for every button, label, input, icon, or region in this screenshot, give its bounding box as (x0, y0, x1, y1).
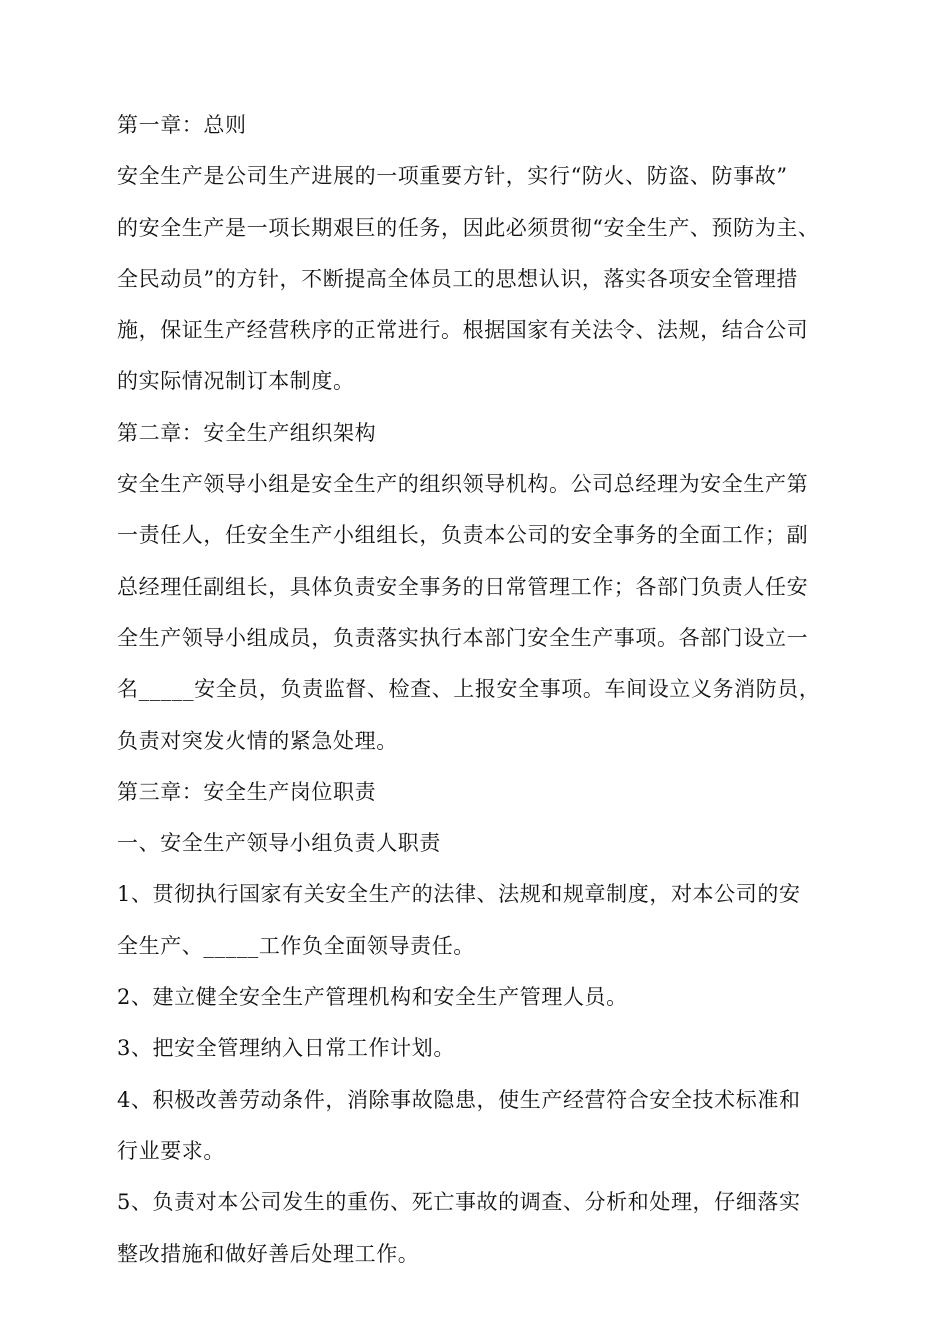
section-heading: 一、安全生产领导小组负责人职责 (117, 831, 441, 856)
paragraph-line: 安全生产是公司生产进展的一项重要方针，实行“防火、防盗、防事故” (117, 164, 788, 189)
list-item-line: 4、积极改善劳动条件，消除事故隐患，使生产经营符合安全技术标准和 (117, 1087, 801, 1112)
paragraph-line: 施，保证生产经营秩序的正常进行。根据国家有关法令、法规，结合公司 (117, 318, 809, 343)
list-item-line: 3、把安全管理纳入日常工作计划。 (117, 1036, 455, 1061)
list-item-line: 1、贯彻执行国家有关安全生产的法律、法规和规章制度，对本公司的安 (117, 882, 801, 907)
paragraph-line: 全民动员”的方针，不断提高全体员工的思想认识，落实各项安全管理措 (117, 266, 798, 291)
paragraph-line: 的实际情况制订本制度。 (117, 369, 355, 394)
paragraph-line: 全生产领导小组成员，负责落实执行本部门安全生产事项。各部门设立一 (117, 625, 809, 650)
list-item-line: 行业要求。 (117, 1138, 225, 1163)
list-item-line: 5、负责对本公司发生的重伤、死亡事故的调查、分析和处理，仔细落实 (117, 1190, 801, 1215)
paragraph-line: 总经理任副组长，具体负责安全事务的日常管理工作；各部门负责人任安 (117, 574, 809, 599)
paragraph-line: 安全生产领导小组是安全生产的组织领导机构。公司总经理为安全生产第 (117, 472, 809, 497)
paragraph-line: 负责对突发火情的紧急处理。 (117, 728, 398, 753)
document-body (117, 100, 862, 1280)
chapter-3-heading: 第三章：安全生产岗位职责 (117, 779, 377, 804)
chapter-2-heading: 第二章：安全生产组织架构 (117, 420, 377, 445)
paragraph-line: 名_____安全员，负责监督、检查、上报安全事项。车间设立义务消防员， (117, 677, 821, 702)
list-item-line: 全生产、_____工作负全面领导责任。 (117, 933, 475, 958)
list-item-line: 整改措施和做好善后处理工作。 (117, 1241, 420, 1266)
paragraph-line: 的安全生产是一项长期艰巨的任务，因此必须贯彻“安全生产、预防为主、 (117, 215, 820, 240)
chapter-1-heading: 第一章：总则 (117, 113, 247, 137)
list-item-line: 2、建立健全安全生产管理机构和安全生产管理人员。 (117, 985, 628, 1010)
paragraph-line: 一责任人，任安全生产小组组长，负责本公司的安全事务的全面工作；副 (117, 523, 809, 548)
